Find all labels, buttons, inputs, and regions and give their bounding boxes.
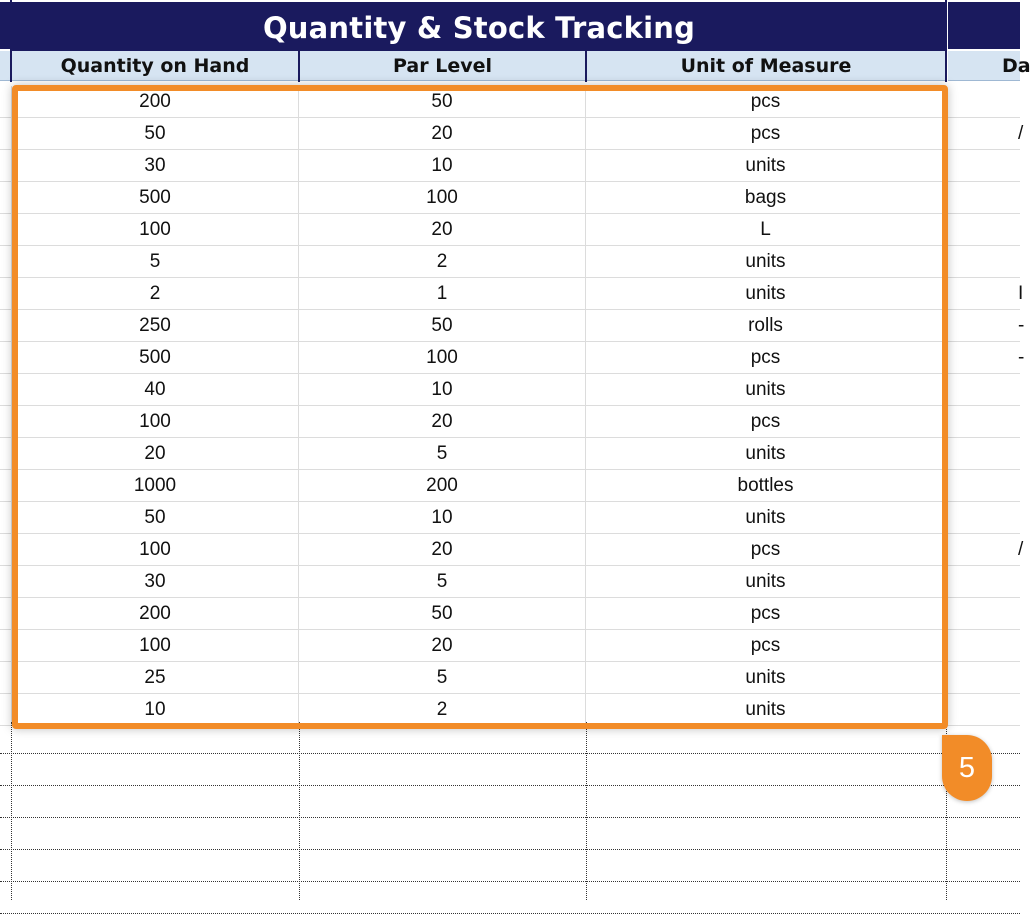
empty-row[interactable] xyxy=(0,751,1020,786)
cell-par-level[interactable]: 20 xyxy=(299,118,586,149)
cell-par-level[interactable]: 20 xyxy=(299,214,586,245)
cell-par-level[interactable]: 5 xyxy=(299,662,586,693)
header-next-column[interactable]: Da xyxy=(948,51,1020,81)
cell-row-edge[interactable] xyxy=(0,182,12,213)
cell-row-edge[interactable] xyxy=(0,470,12,501)
cell-quantity-on-hand[interactable]: 50 xyxy=(12,118,299,149)
cell-par-level[interactable]: 50 xyxy=(299,598,586,629)
header-cell-edge[interactable] xyxy=(0,51,10,81)
cell-par-level[interactable]: 50 xyxy=(299,86,586,117)
cell-quantity-on-hand[interactable]: 20 xyxy=(12,438,299,469)
cell-next-column[interactable] xyxy=(946,566,1020,597)
cell-unit-of-measure[interactable]: units xyxy=(586,374,946,405)
cell-quantity-on-hand[interactable]: 25 xyxy=(12,662,299,693)
cell-quantity-on-hand[interactable]: 30 xyxy=(12,566,299,597)
cell-row-edge[interactable] xyxy=(0,662,12,693)
cell-row-edge[interactable] xyxy=(0,534,12,565)
step-callout-number: 5 xyxy=(958,751,976,784)
cell-par-level[interactable]: 5 xyxy=(299,566,586,597)
cell-par-level[interactable]: 10 xyxy=(299,374,586,405)
title-bar-left-edge xyxy=(0,2,10,49)
column-header-row xyxy=(0,51,1031,81)
cell-par-level[interactable]: 20 xyxy=(299,630,586,661)
cell-next-column[interactable] xyxy=(946,246,1020,277)
column-divider xyxy=(298,51,300,82)
cell-par-level[interactable]: 2 xyxy=(299,246,586,277)
cell-next-column[interactable] xyxy=(946,406,1020,437)
cell-row-edge[interactable] xyxy=(0,566,12,597)
cell-next-column[interactable] xyxy=(946,438,1020,469)
cell-unit-of-measure[interactable]: units xyxy=(586,150,946,181)
empty-row[interactable] xyxy=(0,882,1020,914)
cell-next-column[interactable]: / xyxy=(1018,538,1024,560)
cell-row-edge[interactable] xyxy=(0,214,12,245)
cell-quantity-on-hand[interactable]: 50 xyxy=(12,502,299,533)
cell-unit-of-measure[interactable]: rolls xyxy=(586,310,946,341)
header-quantity-on-hand[interactable]: Quantity on Hand xyxy=(12,51,298,81)
cell-quantity-on-hand[interactable]: 200 xyxy=(12,86,299,117)
cell-unit-of-measure[interactable]: units xyxy=(586,662,946,693)
cell-unit-of-measure[interactable]: units xyxy=(586,246,946,277)
cell-next-column[interactable]: / xyxy=(1018,122,1024,144)
cell-row-edge[interactable] xyxy=(0,118,12,149)
cell-unit-of-measure[interactable]: bags xyxy=(586,182,946,213)
empty-row[interactable] xyxy=(0,818,1020,850)
cell-row-edge[interactable] xyxy=(0,598,12,629)
cell-row-edge[interactable] xyxy=(0,342,12,373)
cell-quantity-on-hand[interactable]: 30 xyxy=(12,150,299,181)
cell-unit-of-measure[interactable]: L xyxy=(586,214,946,245)
cell-next-column[interactable] xyxy=(946,630,1020,661)
cell-unit-of-measure[interactable]: pcs xyxy=(586,118,946,149)
cell-next-column[interactable] xyxy=(946,502,1020,533)
cell-next-column[interactable]: I xyxy=(1018,282,1024,304)
column-divider xyxy=(945,0,947,82)
cell-quantity-on-hand[interactable]: 500 xyxy=(12,342,299,373)
cell-next-column[interactable]: - xyxy=(1018,346,1025,368)
cell-quantity-on-hand[interactable]: 250 xyxy=(12,310,299,341)
selection-highlight-box xyxy=(12,85,948,729)
cell-row-edge[interactable] xyxy=(0,630,12,661)
cell-quantity-on-hand[interactable]: 100 xyxy=(12,534,299,565)
cell-next-column[interactable] xyxy=(946,150,1020,181)
cell-row-edge[interactable] xyxy=(0,278,12,309)
grid-line xyxy=(11,722,12,900)
cell-next-column[interactable] xyxy=(946,86,1020,117)
cell-par-level[interactable]: 10 xyxy=(299,150,586,181)
cell-quantity-on-hand[interactable]: 100 xyxy=(12,406,299,437)
cell-quantity-on-hand[interactable]: 100 xyxy=(12,630,299,661)
header-par-level[interactable]: Par Level xyxy=(300,51,585,81)
cell-quantity-on-hand[interactable]: 10 xyxy=(12,694,299,725)
cell-unit-of-measure[interactable]: bottles xyxy=(586,470,946,501)
cell-par-level[interactable]: 10 xyxy=(299,502,586,533)
cell-next-column[interactable] xyxy=(946,214,1020,245)
cell-next-column[interactable] xyxy=(946,598,1020,629)
cell-unit-of-measure[interactable]: units xyxy=(586,502,946,533)
grid-line xyxy=(299,722,300,900)
empty-row[interactable] xyxy=(0,850,1020,882)
cell-par-level[interactable]: 1 xyxy=(299,278,586,309)
cell-quantity-on-hand[interactable]: 40 xyxy=(12,374,299,405)
cell-par-level[interactable]: 200 xyxy=(299,470,586,501)
cell-par-level[interactable]: 100 xyxy=(299,182,586,213)
cell-row-edge[interactable] xyxy=(0,150,12,181)
cell-unit-of-measure[interactable]: units xyxy=(586,438,946,469)
column-divider xyxy=(585,51,587,82)
cell-par-level[interactable]: 20 xyxy=(299,534,586,565)
cell-unit-of-measure[interactable]: units xyxy=(586,566,946,597)
cell-row-edge[interactable] xyxy=(0,502,12,533)
cell-next-column[interactable] xyxy=(946,694,1020,725)
cell-par-level[interactable]: 5 xyxy=(299,438,586,469)
cell-quantity-on-hand[interactable]: 2 xyxy=(12,278,299,309)
cell-quantity-on-hand[interactable]: 100 xyxy=(12,214,299,245)
cell-par-level[interactable]: 100 xyxy=(299,342,586,373)
cell-par-level[interactable]: 20 xyxy=(299,406,586,437)
cell-unit-of-measure[interactable]: units xyxy=(586,694,946,725)
cell-row-edge[interactable] xyxy=(0,310,12,341)
cell-par-level[interactable]: 2 xyxy=(299,694,586,725)
cell-unit-of-measure[interactable]: pcs xyxy=(586,534,946,565)
cell-quantity-on-hand[interactable]: 500 xyxy=(12,182,299,213)
cell-unit-of-measure[interactable]: pcs xyxy=(586,86,946,117)
cell-row-edge[interactable] xyxy=(0,374,12,405)
cell-unit-of-measure[interactable]: units xyxy=(586,278,946,309)
empty-row[interactable] xyxy=(0,786,1020,818)
cell-quantity-on-hand[interactable]: 1000 xyxy=(12,470,299,501)
cell-row-edge[interactable] xyxy=(0,694,12,725)
cell-par-level[interactable]: 50 xyxy=(299,310,586,341)
grid-line xyxy=(586,722,587,900)
cell-row-edge[interactable] xyxy=(0,86,12,117)
cell-quantity-on-hand[interactable]: 200 xyxy=(12,598,299,629)
cell-row-edge[interactable] xyxy=(0,246,12,277)
cell-next-column[interactable]: - xyxy=(1018,314,1025,336)
section-title: Quantity & Stock Tracking xyxy=(262,10,696,45)
column-divider xyxy=(10,0,12,82)
cell-next-column[interactable] xyxy=(946,374,1020,405)
cell-row-edge[interactable] xyxy=(0,438,12,469)
section-title-bar xyxy=(12,2,946,51)
cell-next-column[interactable] xyxy=(946,662,1020,693)
cell-unit-of-measure[interactable]: pcs xyxy=(586,406,946,437)
title-bar-next-section xyxy=(948,2,1020,49)
header-unit-of-measure[interactable]: Unit of Measure xyxy=(587,51,945,81)
cell-quantity-on-hand[interactable]: 5 xyxy=(12,246,299,277)
cell-row-edge[interactable] xyxy=(0,406,12,437)
cell-unit-of-measure[interactable]: pcs xyxy=(586,598,946,629)
cell-unit-of-measure[interactable]: pcs xyxy=(586,342,946,373)
step-callout-badge xyxy=(942,735,992,801)
cell-unit-of-measure[interactable]: pcs xyxy=(586,630,946,661)
cell-next-column[interactable] xyxy=(946,470,1020,501)
cell-next-column[interactable] xyxy=(946,182,1020,213)
